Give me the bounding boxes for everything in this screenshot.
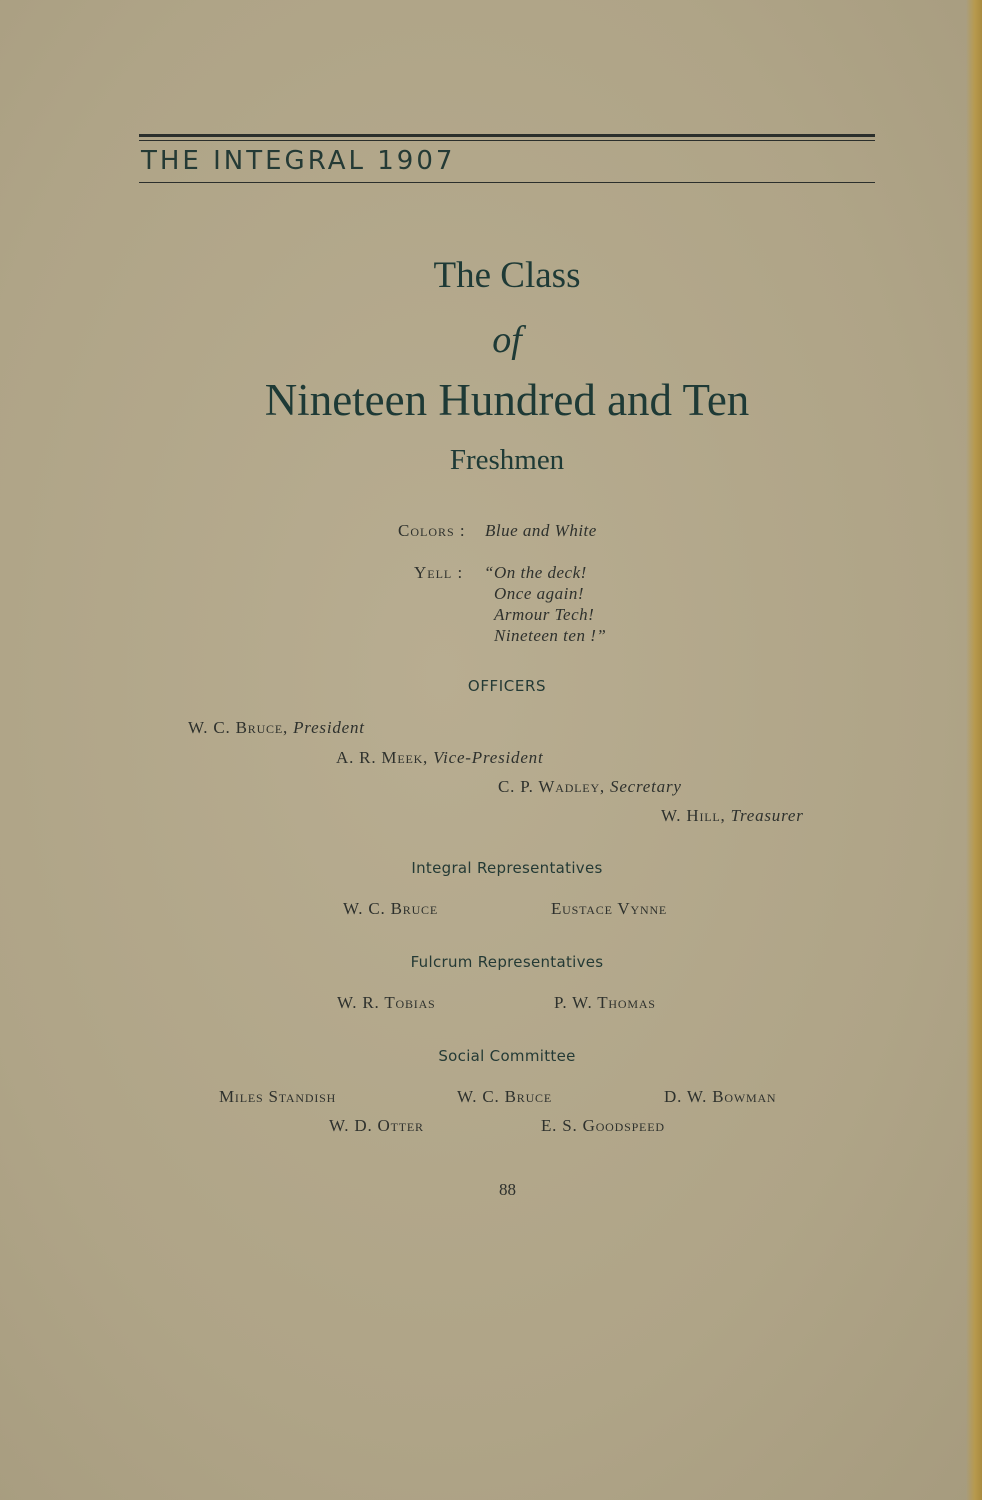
officer-role: Vice-President bbox=[433, 748, 544, 767]
officer-name: W. C. Bruce, bbox=[188, 718, 289, 737]
officers-heading: OFFICERS bbox=[467, 677, 547, 695]
yell-line-4: Nineteen ten !” bbox=[494, 626, 607, 645]
social-member-1: Miles Standish bbox=[219, 1087, 337, 1106]
officer-secretary bbox=[498, 777, 682, 797]
yell-line-2: Once again! bbox=[494, 584, 585, 603]
integral-rep-2: Eustace Vynne bbox=[551, 899, 668, 918]
page-number: 88 bbox=[499, 1180, 516, 1199]
fulcrum-reps-heading: Fulcrum Representatives bbox=[410, 953, 604, 971]
colors-label: Colors : bbox=[398, 521, 466, 540]
officer-vice-president bbox=[336, 748, 544, 768]
fulcrum-rep-2: P. W. Thomas bbox=[554, 993, 656, 1012]
running-header: THE INTEGRAL 1907 bbox=[141, 146, 456, 176]
officer-role: President bbox=[293, 718, 365, 737]
social-member-4: W. D. Otter bbox=[329, 1116, 424, 1135]
header-rule-bottom bbox=[139, 182, 875, 183]
subtitle: Freshmen bbox=[449, 444, 565, 476]
social-member-3: D. W. Bowman bbox=[664, 1087, 777, 1106]
yell-label: Yell : bbox=[414, 563, 464, 582]
integral-rep-1: W. C. Bruce bbox=[343, 899, 438, 918]
title-line-2: Nineteen Hundred and Ten bbox=[264, 375, 750, 425]
yell-line-3: Armour Tech! bbox=[494, 605, 595, 624]
header-rule-top-thin bbox=[139, 140, 875, 141]
officer-treasurer bbox=[661, 806, 804, 826]
social-member-5: E. S. Goodspeed bbox=[541, 1116, 665, 1135]
officer-name: W. Hill, bbox=[661, 806, 726, 825]
officer-president bbox=[188, 718, 365, 738]
page-edge bbox=[966, 0, 982, 1500]
officer-role: Secretary bbox=[610, 777, 682, 796]
social-member-2: W. C. Bruce bbox=[457, 1087, 552, 1106]
colors-value: Blue and White bbox=[485, 521, 597, 540]
officer-role: Treasurer bbox=[730, 806, 804, 825]
title-line-1: The Class bbox=[433, 255, 581, 296]
yell-line-1: “On the deck! bbox=[484, 563, 587, 582]
officer-name: C. P. Wadley, bbox=[498, 777, 605, 796]
social-committee-heading: Social Committee bbox=[438, 1047, 576, 1065]
header-rule-top bbox=[139, 134, 875, 137]
title-of: of bbox=[492, 319, 522, 361]
integral-reps-heading: Integral Representatives bbox=[411, 859, 603, 877]
fulcrum-rep-1: W. R. Tobias bbox=[337, 993, 436, 1012]
officer-name: A. R. Meek, bbox=[336, 748, 429, 767]
